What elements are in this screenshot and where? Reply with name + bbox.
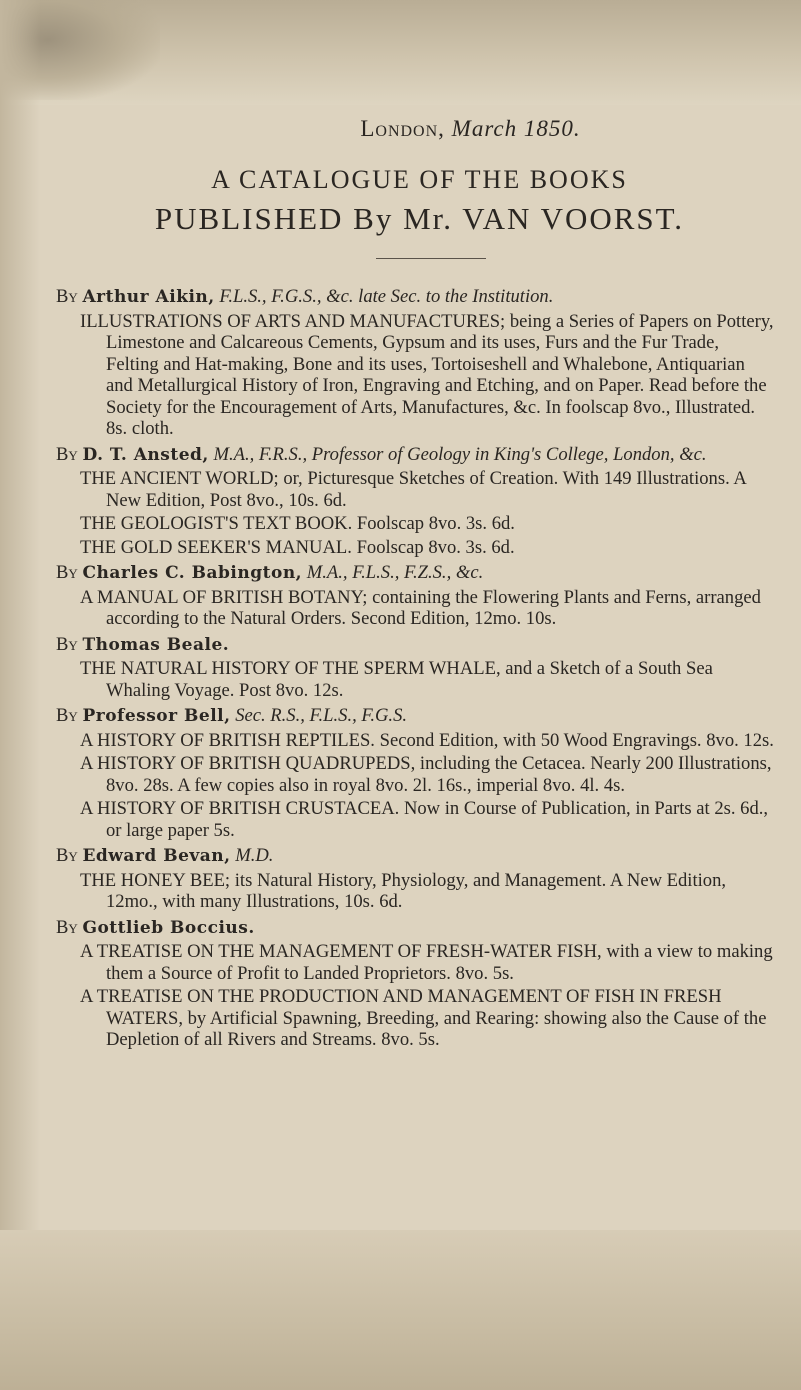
author-name: D. T. Ansted, xyxy=(82,444,209,465)
book-entry: THE GOLD SEEKER'S MANUAL. Foolscap 8vo. 3s. 6d. xyxy=(80,536,515,558)
dateline-city: London, xyxy=(360,116,445,141)
author-by: By xyxy=(56,633,78,655)
author-name: Arthur Aikin, xyxy=(82,287,215,307)
book-entry: A HISTORY OF BRITISH CRUSTACEA. Now in Course of Publication, in Parts at 2s. 6d., or large paper 5s. xyxy=(80,798,769,841)
author-entry xyxy=(56,917,776,1051)
author-name: Thomas Beale. xyxy=(82,634,230,655)
catalogue-publisher-line: PUBLISHED By Mr. VAN VOORST. xyxy=(154,201,685,236)
author-by: By xyxy=(56,286,78,307)
book-entry: THE GEOLOGIST'S TEXT BOOK. Foolscap 8vo. 3s. 6d. xyxy=(80,513,515,534)
author-line xyxy=(56,845,776,868)
author-by: By xyxy=(56,562,78,583)
catalogue-entries xyxy=(56,286,776,1055)
author-credentials: F.L.S., F.G.S., &c. late Sec. to the Institution. xyxy=(219,286,554,307)
author-name: Professor Bell, xyxy=(82,706,231,726)
author-entry xyxy=(56,634,776,702)
author-name: Edward Bevan, xyxy=(82,846,231,866)
author-name: Charles C. Babington, xyxy=(82,563,303,583)
book-entry: A TREATISE ON THE MANAGEMENT OF FRESH-WATER FISH, with a view to making them a Source of Profit to Landed Proprietors. 8vo. 5s. xyxy=(80,941,773,984)
book-entry: THE NATURAL HISTORY OF THE SPERM WHALE, and a Sketch of a South Sea Whaling Voyage. Post 8vo. 12s. xyxy=(80,658,713,701)
author-credentials: M.A., F.R.S., Professor of Geology in King's College, London, &c. xyxy=(213,443,707,465)
book-entry: A TREATISE ON THE PRODUCTION AND MANAGEMENT OF FISH IN FRESH WATERS, by Artificial Spawning, Breeding, and Rearing: showing also the Cause of the Depletion of all Rivers and Streams. 8vo. 5s. xyxy=(80,986,767,1050)
book-entry: A MANUAL OF BRITISH BOTANY; containing the Flowering Plants and Ferns, arranged according to the Natural Orders. Second Edition, 12mo. 10s. xyxy=(80,586,761,629)
author-line xyxy=(56,444,776,467)
author-line xyxy=(56,286,776,309)
author-entry xyxy=(56,705,776,841)
dateline xyxy=(0,116,801,142)
catalogue-title: A CATALOGUE OF THE BOOKS xyxy=(211,165,628,194)
author-by: By xyxy=(56,845,78,866)
author-credentials: M.D. xyxy=(235,845,274,866)
author-line xyxy=(56,705,776,728)
author-credentials: Sec. R.S., F.L.S., F.G.S. xyxy=(235,705,408,726)
book-entry: THE ANCIENT WORLD; or, Picturesque Sketches of Creation. With 149 Illustrations. A New Edition, Post 8vo., 10s. 6d. xyxy=(80,468,746,511)
author-entry xyxy=(56,444,776,559)
author-entry xyxy=(56,562,776,630)
author-line xyxy=(56,634,776,657)
book-entry: ILLUSTRATIONS OF ARTS AND MANUFACTURES; being a Series of Papers on Pottery, Limestone and Calcareous Cements, Gypsum and its uses, Furs and the Fur Trade, Felting and Hat-making, Bone and its uses, Tortoiseshell and Whalebone, Antiquarian and Metallurgical History of Iron, Engraving and Etching, and on Paper. Read before the Society for the Encouragement of Arts, Manufactures, &c. In foolscap 8vo., Illustrated. 8s. cloth. xyxy=(80,310,774,439)
book-entry: A HISTORY OF BRITISH QUADRUPEDS, including the Cetacea. Nearly 200 Illustrations, 8vo. 28s. A few copies also in royal 8vo. 2l. 16s., imperial 8vo. 4l. 4s. xyxy=(80,753,772,796)
author-line xyxy=(56,562,776,585)
book-entry: THE HONEY BEE; its Natural History, Physiology, and Management. A New Edition, 12mo., with many Illustrations, 10s. 6d. xyxy=(80,869,727,912)
author-entry xyxy=(56,845,776,913)
title-rule xyxy=(376,258,486,259)
author-by: By xyxy=(56,916,78,938)
author-by: By xyxy=(56,443,78,465)
author-entry xyxy=(56,286,776,440)
author-by: By xyxy=(56,705,78,726)
author-name: Gottlieb Boccius. xyxy=(82,917,255,938)
author-line xyxy=(56,917,776,940)
dateline-date: March 1850. xyxy=(451,116,581,141)
book-entry: A HISTORY OF BRITISH REPTILES. Second Edition, with 50 Wood Engravings. 8vo. 12s. xyxy=(80,729,774,751)
author-credentials: M.A., F.L.S., F.Z.S., &c. xyxy=(306,562,484,583)
